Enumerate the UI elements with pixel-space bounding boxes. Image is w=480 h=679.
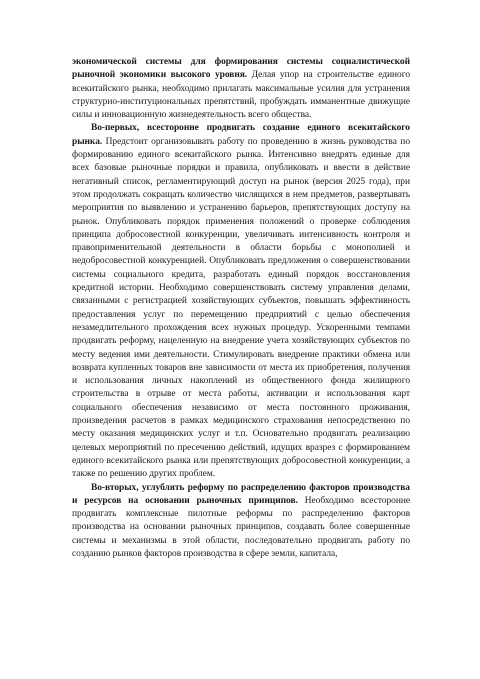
paragraph-3-bold-lead: Во-вторых, углублять реформу по распределению факторов производства и ресурсов на основании рыночных принципов.	[72, 482, 410, 506]
paragraph-2-bold-lead: Во-первых, всесторонне продвигать создание единого всекитайского рынка.	[72, 123, 410, 147]
paragraph-3-text: Необходимо всесторонне продвигать комплексные пилотные реформы по распределению факторов производства на основании рыночных принципов, создавать более совершенные системы и механизмы в этой области, последовательно продвигать работу по созданию рынков факторов производства в сфере земли, капитала,	[72, 495, 411, 559]
document-page	[72, 56, 410, 561]
paragraph-2	[72, 122, 410, 481]
paragraph-1-text: Делая упор на строительстве единого всекитайского рынка, необходимо прилагать максимальные усилия для устранения структурно-институциональных препятствий, пробуждать имманентные движущие силы и инновационную жизнедеятельность всего общества.	[72, 70, 410, 121]
paragraph-2-text: Предстоит организовывать работу по проведению в жизнь руководства по формированию единого всекитайского рынка. Интенсивно внедрять единые для всех базовые рыночные порядки и правила, опубликовать и ввести в действие негативный список, регламентирующий доступ на рынок (версия 2025 года), при этом продолжать сокращать количество числящихся в нем предметов, развертывать мероприятия по выявлению и устранению барьеров, препятствующих доступу на рынок. Опубликовать порядок применения положений о проверке соблюдения принципа добросовестной конкуренции, увеличивать интенсивность контроля и правоприменительной деятельности в области борьбы с монополией и недобросовестной конкуренцией. Опубликовать предложения о совершенствовании системы социального кредита, разработать единый порядок восстановления кредитной истории. Необходимо совершенствовать систему управления делами, связанными с регистрацией хозяйствующих субъектов, повышать эффективность предоставления услуг по перемещению предприятий с целью обеспечения незамедлительного прохождения всех нужных процедур. Ускоренными темпами продвигать реформу, нацеленную на внедрение учета хозяйствующих субъектов по месту ведения ими деятельности. Стимулировать внедрение практики обмена или возврата купленных товаров вне зависимости от места их приобретения, получения и использования личных накоплений из общественного фонда жилищного строительства в отрыве от места работы, активации и использования карт социального обеспечения независимо от места постоянного проживания, произведения расчетов в рамках медицинского страхования непосредственно по месту оказания медицинских услуг и т.п. Основательно продвигать реализацию целевых мероприятий по пресечению действий, идущих вразрез с формированием единого всекитайского рынка или препятствующих добросовестной конкуренции, а также по решению других проблем.	[72, 136, 410, 480]
paragraph-3	[72, 482, 410, 562]
paragraph-1-bold-lead: экономической системы для формирования системы социалистической рыночной экономики высокого уровня.	[72, 57, 410, 81]
paragraph-1	[72, 56, 410, 122]
